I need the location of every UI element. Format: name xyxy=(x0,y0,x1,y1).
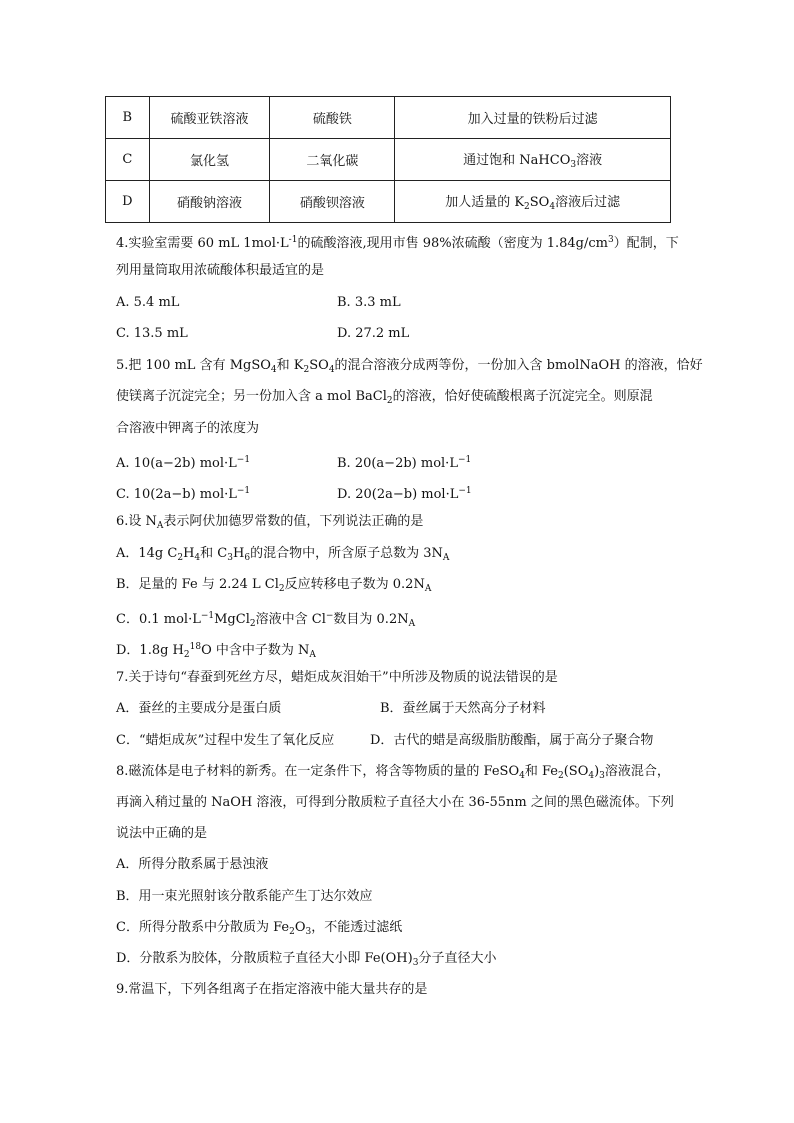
q4-stem-line1: 4.实验室需要 60 mL $1mol\cdot L^{-1}$的硫酸溶液,现用市售 98%浓硫酸（密度为 $1.84g/cm^3$）配制，下 xyxy=(116,235,679,251)
impurity-cell: 硝酸钡溶液 xyxy=(270,181,395,223)
q8-option-b: B．用一束光照射该分散系能产生丁达尔效应 xyxy=(116,889,373,904)
q7-option-c: C．“蜡炬成灰”过程中发生了氧化反应 xyxy=(116,733,335,748)
q8-option-d: D．分散系为胶体，分散质粒子直径大小即 $Fe(OH)_3$分子直径大小 xyxy=(116,951,497,968)
q4-option-d: D. 27.2 mL xyxy=(337,326,410,341)
q7-option-d: D．古代的蜡是高级脂肪酸酯，属于高分子聚合物 xyxy=(370,733,654,748)
q8-stem-line1: 8.磁流体是电子材料的新秀。在一定条件下，将含等物质的量的 FeSO$_4$和 $Fe_2(SO_4)_3$溶液混合， xyxy=(116,764,670,781)
q5-option-a: A. 10(a−2b) $mol\cdot L^{-1}$ xyxy=(116,455,251,471)
q7-stem: 7.关于诗句“春蚕到死丝方尽，蜡炬成灰泪始干”中所涉及物质的说法错误的是 xyxy=(116,670,558,685)
q6-option-b: B．足量的 Fe 与 2.24 L $Cl_2$反应转移电子数为 $0.2N_A$ xyxy=(116,577,432,594)
q7-option-a: A．蚕丝的主要成分是蛋白质 xyxy=(116,701,282,716)
q5-option-d: D. 20(2a−b) $mol\cdot L^{-1}$ xyxy=(337,486,472,502)
q4-stem-line2: 列用量筒取用浓硫酸体积最适宜的是 xyxy=(116,263,325,278)
q6-stem: 6.设 $N_A$表示阿伏加德罗常数的值，下列说法正确的是 xyxy=(116,514,424,531)
substance-cell: 硫酸亚铁溶液 xyxy=(149,97,270,139)
q8-option-a: A．所得分散系属于悬浊液 xyxy=(116,857,269,872)
q8-stem-line2: 再滴入稍过量的 NaOH 溶液，可得到分散质粒子直径大小在 36-55nm 之间的黑色磁流体。下列 xyxy=(116,795,674,810)
options-table xyxy=(105,96,671,223)
q8-stem-line3: 说法中正确的是 xyxy=(116,826,208,841)
row-label: B xyxy=(106,97,150,139)
q7-option-b: B．蚕丝属于天然高分子材料 xyxy=(380,701,546,716)
row-label: D xyxy=(106,181,150,223)
method-cell: 通过饱和 NaHCO$_3$溶液 xyxy=(395,139,671,181)
table-row xyxy=(106,97,671,139)
q5-stem-line2: 使镁离子沉淀完全；另一份加入含 a mol BaCl$_2$的溶液，恰好使硫酸根离子沉淀完全。则原混 xyxy=(116,389,653,406)
q4-option-c: C. 13.5 mL xyxy=(116,326,188,341)
impurity-cell: 二氧化碳 xyxy=(270,139,395,181)
table-row xyxy=(106,139,671,181)
q9-stem: 9.常温下，下列各组离子在指定溶液中能大量共存的是 xyxy=(116,982,428,997)
q5-stem-line3: 合溶液中钾离子的浓度为 xyxy=(116,421,260,436)
row-label: C xyxy=(106,139,150,181)
q5-stem-line1: 5.把 100 mL 含有 MgSO$_4$和 $K_2SO_4$的混合溶液分成两等份，一份加入含 bmolNaOH 的溶液，恰好 xyxy=(116,358,703,375)
q5-option-c: C. 10(2a−b) $mol\cdot L^{-1}$ xyxy=(116,486,251,502)
q4-option-a: A. 5.4 mL xyxy=(116,295,180,310)
q6-option-d: D．1.8g $H_2^{18}O$ 中含中子数为 $N_A$ xyxy=(116,642,316,660)
impurity-cell: 硫酸铁 xyxy=(270,97,395,139)
q8-option-c: C．所得分散系中分散质为 $Fe_2O_3$，不能透过滤纸 xyxy=(116,920,403,937)
method-cell: 加入过量的铁粉后过滤 xyxy=(395,97,671,139)
q6-option-c: C．0.1 $mol\cdot L^{-1}MgCl_2$溶液中含 Cl−数目为 $0.2N_A$ xyxy=(116,611,416,629)
substance-cell: 硝酸钠溶液 xyxy=(149,181,270,223)
q6-option-a: A．14g $C_2H_4$和 $C_3H_6$的混合物中，所含原子总数为 $3N_A$ xyxy=(116,546,450,563)
method-cell: 加人适量的 $K_2SO_4$溶液后过滤 xyxy=(395,181,671,223)
q5-option-b: B. 20(a−2b) $mol\cdot L^{-1}$ xyxy=(337,455,472,471)
table-row xyxy=(106,181,671,223)
q4-option-b: B. 3.3 mL xyxy=(337,295,401,310)
substance-cell: 氯化氢 xyxy=(149,139,270,181)
